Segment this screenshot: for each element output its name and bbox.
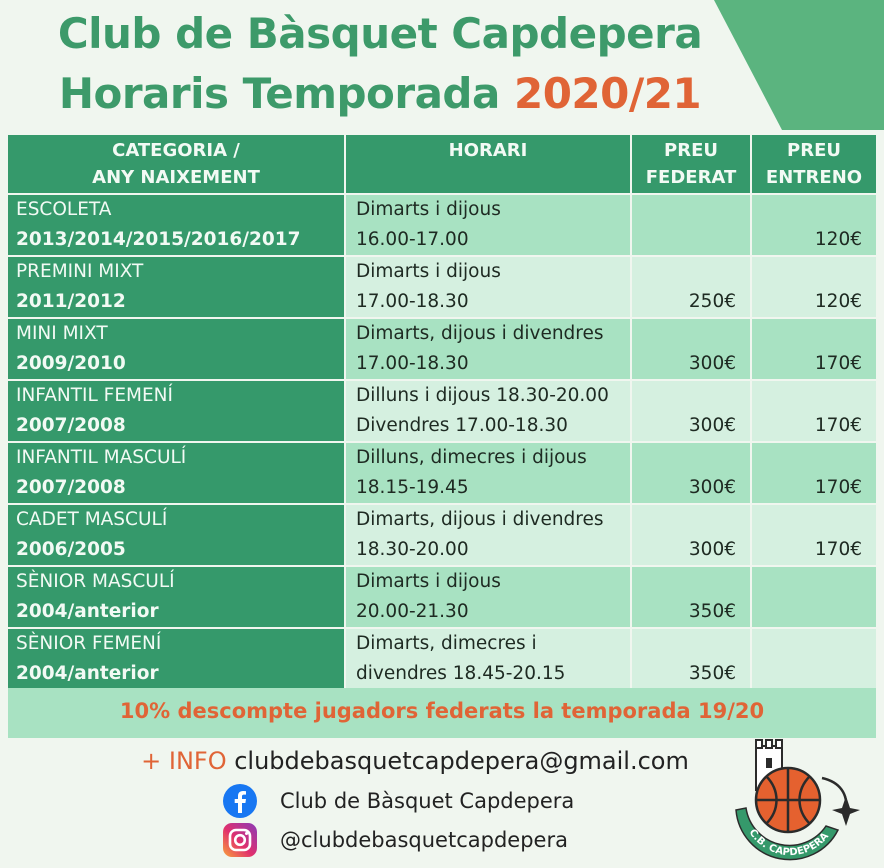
price-federat-cell: 350€ — [632, 629, 750, 689]
schedule-line1: Dimarts, dimecres i — [356, 633, 537, 654]
price-entreno-cell: 170€ — [752, 319, 876, 379]
category-cell — [8, 629, 344, 689]
category-cell — [8, 195, 344, 255]
schedule-line1: Dimarts, dijous i divendres — [356, 509, 604, 530]
table-row — [8, 505, 876, 565]
header-entreno-line1: PREU — [787, 140, 841, 161]
schedule-cell — [346, 257, 630, 317]
price-federat-cell: 350€ — [632, 567, 750, 627]
price-federat-cell: 300€ — [632, 319, 750, 379]
price-entreno-cell: 120€ — [752, 195, 876, 255]
page-title — [0, 4, 760, 124]
table-header-row — [8, 135, 876, 193]
category-name: INFANTIL FEMENÍ — [16, 385, 173, 406]
header-categoria-line1: CATEGORIA / — [112, 140, 240, 161]
schedule-table — [6, 133, 878, 691]
category-years: 2004/anterior — [16, 601, 159, 622]
schedule-cell — [346, 381, 630, 441]
price-entreno-cell: 170€ — [752, 381, 876, 441]
header-categoria-line2: ANY NAIXEMENT — [92, 167, 260, 188]
header-federat-line2: FEDERAT — [645, 167, 737, 188]
star-icon — [822, 778, 860, 826]
category-name: PREMINI MIXT — [16, 261, 144, 282]
price-federat-cell — [632, 195, 750, 255]
category-years: 2009/2010 — [16, 353, 126, 374]
category-cell — [8, 257, 344, 317]
header-horari — [346, 135, 630, 193]
schedule-line2: 18.15-19.45 — [356, 477, 469, 498]
facebook-link[interactable] — [222, 783, 574, 819]
schedule-cell — [346, 567, 630, 627]
table-row — [8, 257, 876, 317]
category-years: 2013/2014/2015/2016/2017 — [16, 229, 301, 250]
logo-text: C.B. CAPDEPERA — [746, 827, 831, 859]
table-row — [8, 319, 876, 379]
club-logo — [722, 738, 862, 864]
schedule-line2: divendres 18.45-20.15 — [356, 663, 566, 684]
header-horari-label: HORARI — [448, 140, 528, 161]
schedule-line1: Dilluns, dimecres i dijous — [356, 447, 587, 468]
email-link[interactable]: clubdebasquetcapdepera@gmail.com — [234, 747, 689, 775]
table-row — [8, 629, 876, 689]
schedule-line2: 17.00-18.30 — [356, 291, 469, 312]
schedule-line2: 17.00-18.30 — [356, 353, 469, 374]
instagram-link[interactable] — [222, 822, 568, 858]
instagram-icon — [222, 822, 258, 858]
season-year: 2020/21 — [513, 69, 702, 118]
category-name: ESCOLETA — [16, 199, 112, 220]
title-line-1: Club de Bàsquet Capdepera — [57, 9, 703, 58]
table-row — [8, 567, 876, 627]
basketball-icon — [756, 768, 820, 832]
price-entreno-cell: 170€ — [752, 443, 876, 503]
price-entreno-cell — [752, 567, 876, 627]
header-preu-entreno — [752, 135, 876, 193]
header-federat-line1: PREU — [664, 140, 718, 161]
category-name: SÈNIOR MASCULÍ — [16, 571, 175, 592]
price-federat-cell: 300€ — [632, 443, 750, 503]
header-preu-federat — [632, 135, 750, 193]
schedule-line2: 18.30-20.00 — [356, 539, 469, 560]
category-cell — [8, 443, 344, 503]
schedule-line1: Dimarts, dijous i divendres — [356, 323, 604, 344]
facebook-label: Club de Bàsquet Capdepera — [280, 789, 575, 813]
category-name: SÈNIOR FEMENÍ — [16, 633, 162, 654]
schedule-cell — [346, 319, 630, 379]
schedule-cell — [346, 443, 630, 503]
schedule-line2: 16.00-17.00 — [356, 229, 469, 250]
category-cell — [8, 567, 344, 627]
category-name: CADET MASCULÍ — [16, 509, 168, 530]
category-years: 2007/2008 — [16, 415, 126, 436]
title-line-2-prefix: Horaris Temporada — [58, 69, 500, 118]
price-entreno-cell: 120€ — [752, 257, 876, 317]
schedule-cell — [346, 195, 630, 255]
schedule-line1: Dimarts i dijous — [356, 199, 501, 220]
price-federat-cell: 300€ — [632, 505, 750, 565]
schedule-line2: Divendres 17.00-18.30 — [356, 415, 568, 436]
category-years: 2011/2012 — [16, 291, 126, 312]
schedule-line1: Dimarts i dijous — [356, 571, 501, 592]
schedule-line1: Dilluns i dijous 18.30-20.00 — [356, 385, 609, 406]
category-years: 2004/anterior — [16, 663, 159, 684]
price-entreno-cell: 170€ — [752, 505, 876, 565]
header-categoria — [8, 135, 344, 193]
category-years: 2006/2005 — [16, 539, 126, 560]
table-row — [8, 195, 876, 255]
title-line-2 — [0, 64, 760, 124]
discount-banner: 10% descompte jugadors federats la temporada 19/20 — [8, 688, 876, 738]
plus-info-label: + INFO — [141, 747, 227, 775]
header-entreno-line2: ENTRENO — [765, 167, 863, 188]
price-entreno-cell — [752, 629, 876, 689]
category-years: 2007/2008 — [16, 477, 126, 498]
contact-info — [0, 742, 830, 780]
schedule-line2: 20.00-21.30 — [356, 601, 469, 622]
category-name: MINI MIXT — [16, 323, 108, 344]
category-cell — [8, 381, 344, 441]
category-cell — [8, 505, 344, 565]
schedule-cell — [346, 505, 630, 565]
schedule-line1: Dimarts i dijous — [356, 261, 501, 282]
category-cell — [8, 319, 344, 379]
table-row — [8, 381, 876, 441]
price-federat-cell: 300€ — [632, 381, 750, 441]
price-federat-cell: 250€ — [632, 257, 750, 317]
table-row — [8, 443, 876, 503]
schedule-cell — [346, 629, 630, 689]
facebook-icon — [222, 783, 258, 819]
category-name: INFANTIL MASCULÍ — [16, 447, 187, 468]
instagram-label: @clubdebasquetcapdepera — [280, 828, 568, 852]
